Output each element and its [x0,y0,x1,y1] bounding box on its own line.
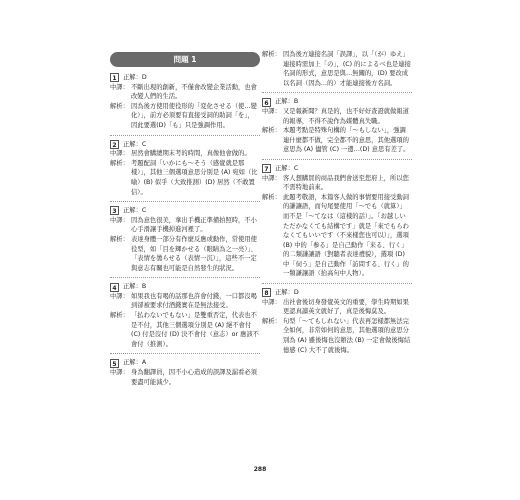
entry-line [262,193,412,279]
entry-text: 因為意色很美，拿出手機正準備拍照時，不小心手滑讓手機掉進河裡了。 [131,216,257,234]
question-block [110,353,260,387]
entry-line [262,107,412,126]
question-header [262,97,412,107]
question-header [110,206,260,216]
divider [110,201,260,202]
page-number: 288 [253,466,267,473]
entry-line [262,298,412,317]
entry-line [262,50,412,88]
entry-text: 又是報新聞？真是的，也不好好查證就做報道的報導，不得不說作為媒體真失職。 [283,107,409,125]
entry-text: 客人想購買的商品我們會送至您府上，所以您不需特地前來。 [283,174,409,192]
entry-text: 出社會後切身發覺英文的重要，學生時期如果更認真讀英文就好了，真是後悔莫及。 [283,298,409,316]
entry-label: 中譯： [110,292,129,300]
entry-label: 解析： [262,127,281,135]
question-header [110,140,260,150]
divider [262,283,412,284]
entry-line [110,83,260,102]
question-header [110,282,260,292]
entry-label: 中譯： [262,107,281,115]
answer-label: 正解：C [123,140,147,148]
answer-label: 正解：A [123,359,147,367]
question-header [110,73,260,83]
left-column [110,52,260,387]
entry-text: 句型「〜てもしれない」代表再怎樣都無法完全如何，非常如何的意思，其他選項的意思分別為 (A) 雖後悔也沒辦法 (B) 一定會做後悔結德感 (C) 大不了就後悔。 [283,317,411,354]
entry-text: 本題考點是特殊句構的「〜もしない」，強調連什麼都不做，完全都不的意思，其他選項的意思為 (A) 儘管 (C) 一邊…(D) 意思有差了。 [283,127,410,154]
entry-label: 中譯： [110,150,129,158]
question-number: 4 [110,283,119,292]
question-number: 1 [110,73,119,82]
entry-line [110,292,260,311]
entry-label: 中譯： [262,298,281,306]
entry-text: 身為翻譯員，因不小心造成的誤譯及漏看必須要盡可能減少。 [131,369,257,386]
answer-label: 正解：C [123,207,147,215]
entry-text: 因為後方連接名詞「誤譯」，以「（が）ゆえ」連接時需加上「の」，(C) 的によるべ也是連接名詞的形式，意思是與…無關的，(D) 要改成以名詞（因為…的）才能連接後方名詞。 [283,51,411,87]
entry-label: 中譯： [262,174,281,182]
entry-text: 不斷出現的創新，不僅會改變企業活動，也會改變人們的生活。 [131,83,257,101]
left-entries [110,73,260,387]
entry-line [110,159,260,197]
right-entries [262,50,412,355]
entry-line [262,174,412,193]
entry-label: 解析： [110,235,129,243]
entry-text: 因為後方使用使役形的「変化させる（使…變化）」，前方必須要有直接受詞的助詞「を」，因此要選(D)「も」只是強調作用。 [131,102,257,129]
divider [262,159,412,160]
question-header [110,358,260,368]
right-column [262,50,412,355]
entry-text: 考題配詞「いかにも〜そう（感覺就是那樣）」，其他三個選項意思分別是 (A) 宛如（比喻）(B) 似乎（大致推測）(D) 居然（不敢置信）。 [131,159,258,196]
question-block [262,50,412,88]
entry-label: 解析： [262,51,281,58]
question-number: 3 [110,206,119,215]
question-block [262,92,412,155]
answer-label: 正解：B [123,283,147,291]
entry-line [110,216,260,235]
entry-line [110,368,260,387]
question-number: 6 [262,98,271,107]
entry-text: 如果我也有喝的話那也許會付錢，一口都沒喝到卻被要求付酒錢實在是無法接受。 [131,292,257,310]
entry-label: 解析： [110,102,129,110]
question-block [262,283,412,355]
question-header [262,164,412,174]
entry-text: 居然會購總期末考的時間，真像他會做的。 [131,150,251,158]
question-block [262,159,412,279]
entry-text: 「払わないでもない」是雙重否定，代表也不是不付，其他三個選項分別是 (A) 絕不會付 (C) 付是沒付 (D) 決不會付（意志）or 應該不會付（推測）。 [131,312,259,348]
entry-label: 中譯： [110,216,129,224]
entry-label: 解析： [262,317,281,325]
divider [262,92,412,93]
entry-label: 中譯： [110,369,129,377]
answer-label: 正解：B [275,98,299,106]
entry-line [262,317,412,355]
answer-label: 正解：D [275,289,299,297]
entry-text: 此題考敬語，本篇客人做的事情要用接受動詞的謙讓語，而句尾要使用「〜でも（就算）」而不是「〜てなは（這樣的話）」。「お越しいただかなくても結構です」就是「來でもらわなくてもいいです（不來樣您也可以）」，選項 (B) 中的「参る」是自己動作「来る、行く」的二類謙讓語（對聽者表達禮貌），選項 (D) 中「伺う」是自己動作「訪問する、行く」的一類謙讓語（抬高句中人物）。 [283,193,409,278]
question-number: 2 [110,140,119,149]
entry-line [110,311,260,349]
entry-label: 解析： [110,159,129,167]
divider [110,353,260,354]
entry-line [110,235,260,273]
question-number: 8 [262,288,271,297]
answer-label: 正解：D [123,74,147,81]
entry-label: 解析： [262,193,281,201]
question-number: 5 [110,359,119,368]
entry-text: 表達身體一部分有作麼反應或動作，常使用使役型，如「目を輝かせる（眼睛為之一亮）」、「表情を曇らせる（表情一沉）」，這些不一定與意志有關也可能是自然發生的狀況。 [131,235,257,272]
question-number: 7 [262,164,271,173]
question-block [110,73,260,131]
divider [110,135,260,136]
entry-label: 中譯： [110,83,129,91]
answer-label: 正解：C [275,164,299,172]
entry-line [110,102,260,131]
entry-line [110,149,260,159]
question-header [262,288,412,298]
question-block [110,277,260,349]
question-block [110,135,260,198]
question-block [110,201,260,273]
section-title: 問題 1 [110,52,260,67]
entry-label: 解析： [110,312,129,320]
divider [110,277,260,278]
entry-line [262,126,412,155]
